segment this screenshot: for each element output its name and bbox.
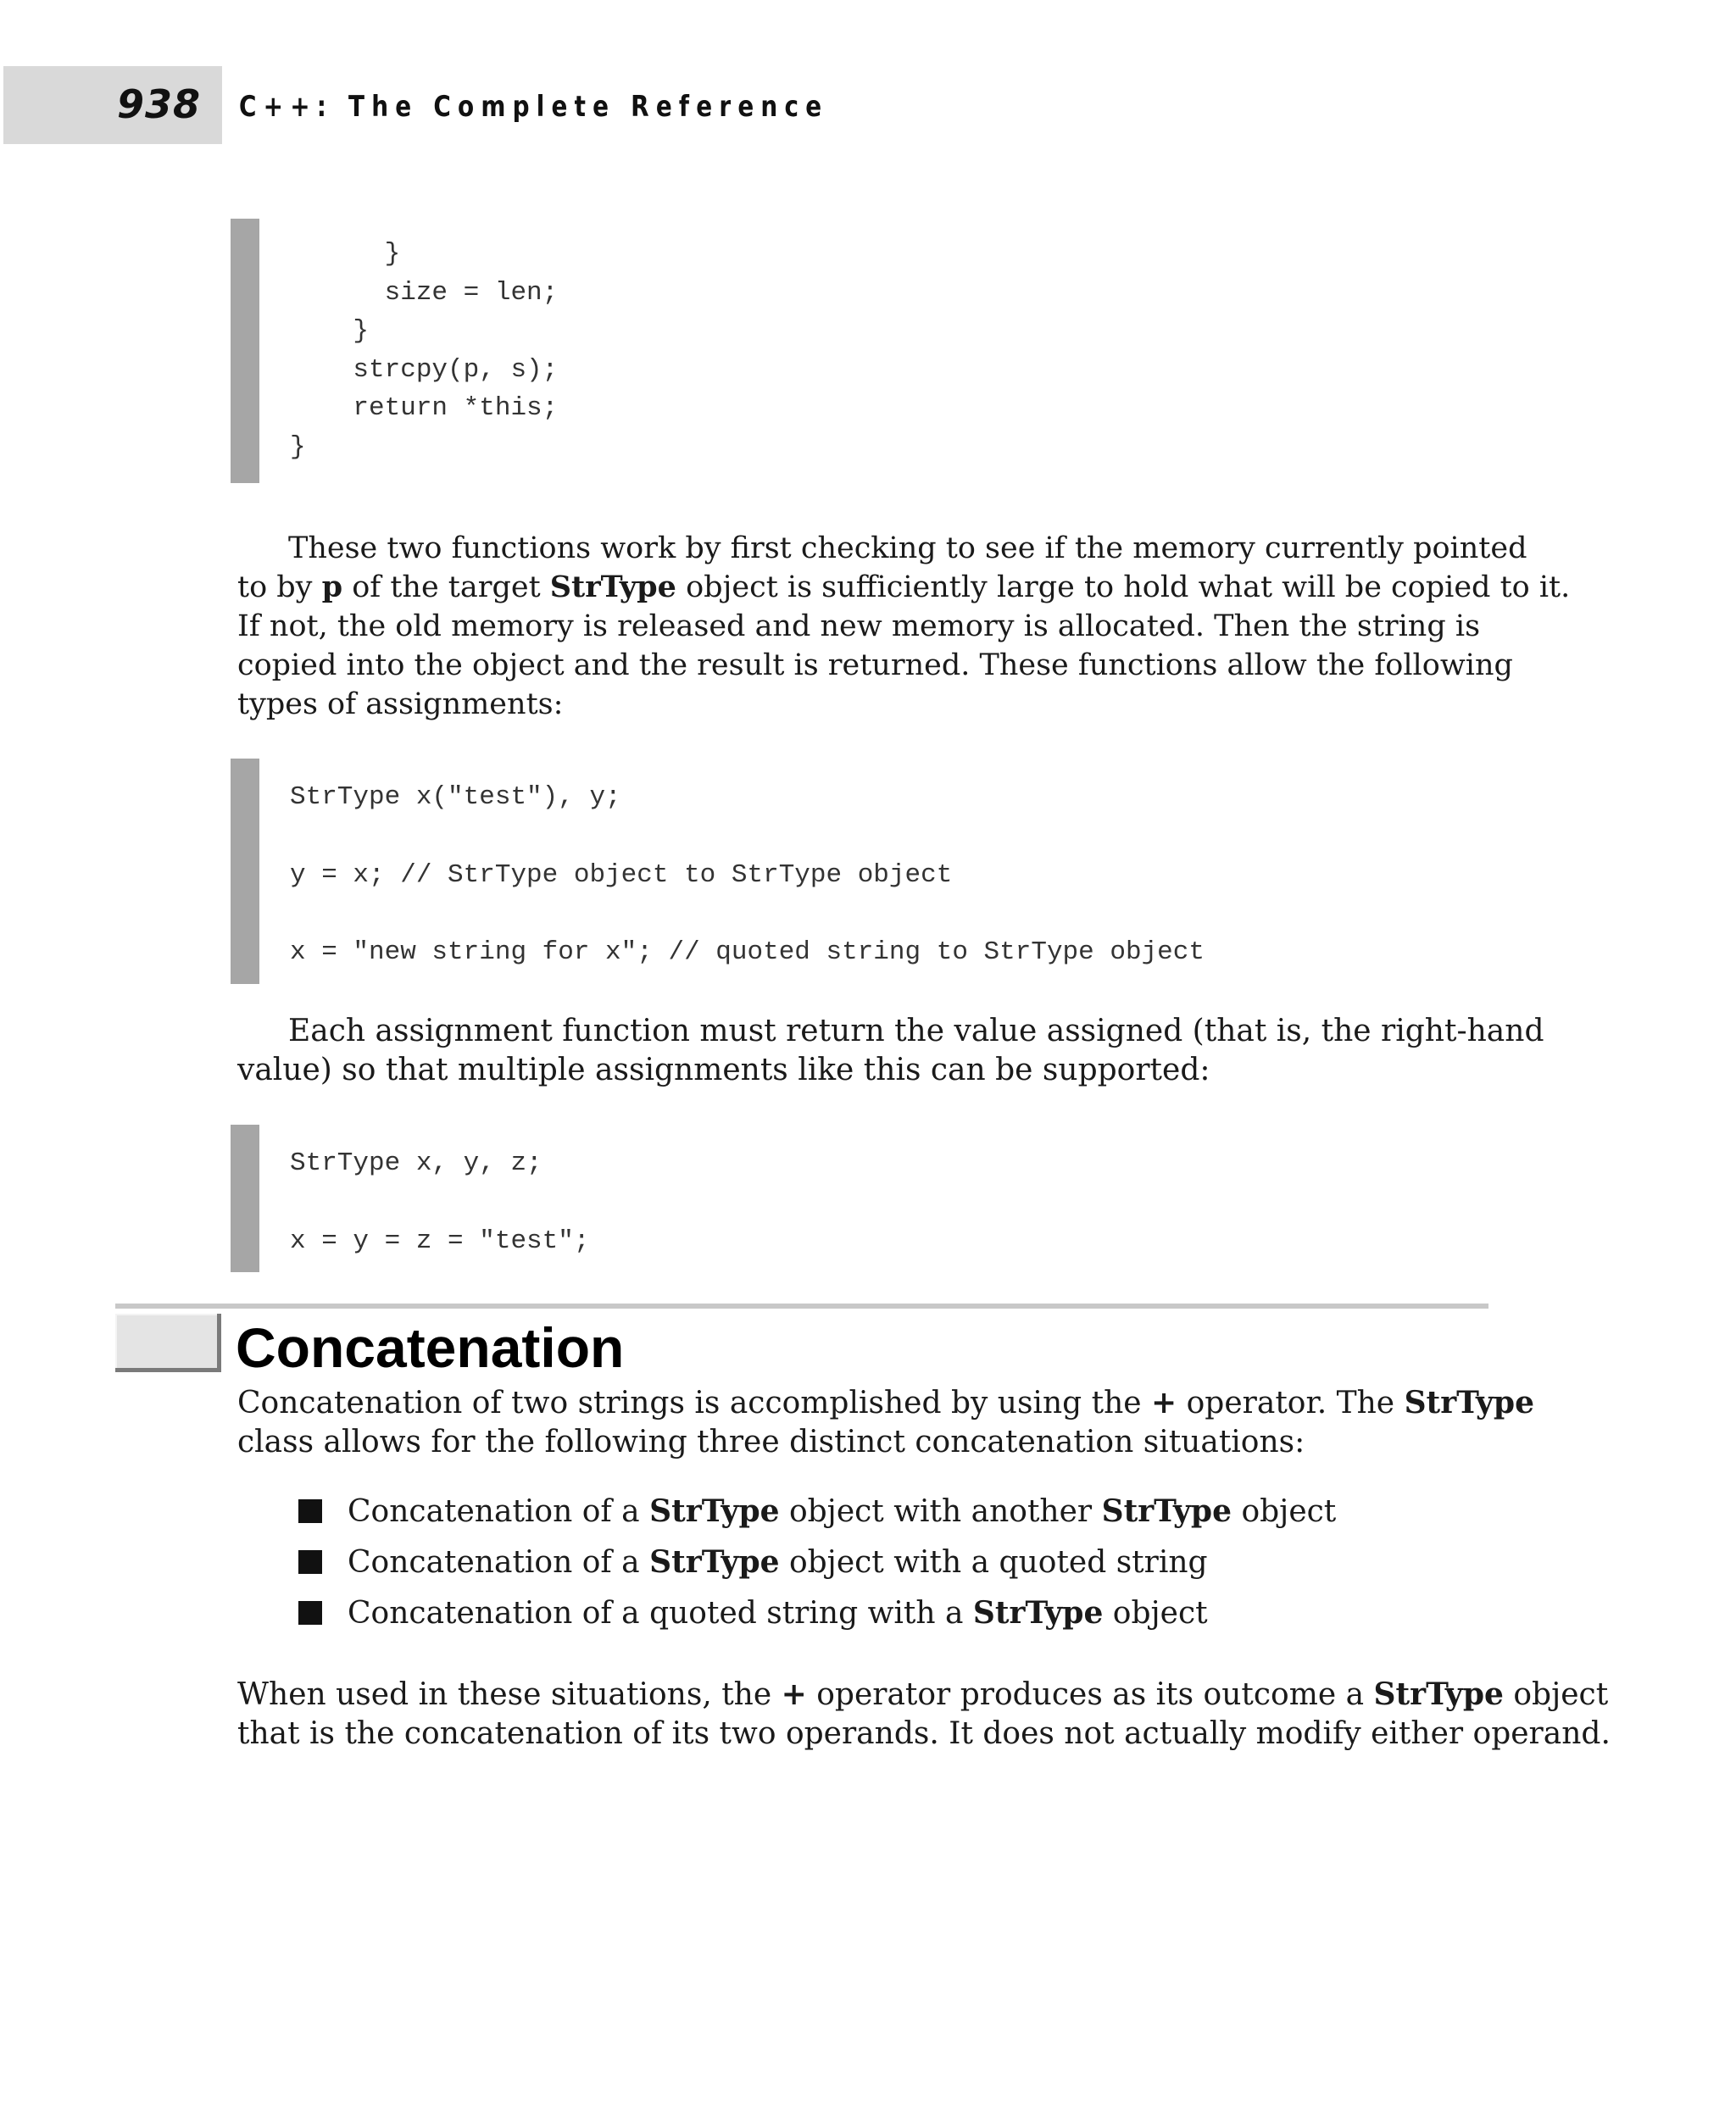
- text-run: Concatenation of a: [348, 1494, 650, 1529]
- code-block-2-text: [259, 759, 1205, 992]
- paragraph-line: [237, 1675, 1609, 1715]
- bold-term: StrType: [649, 1493, 780, 1529]
- code-line: StrType x("test"), y;: [290, 782, 621, 812]
- text-run: object: [1503, 1677, 1609, 1712]
- bold-term: StrType: [649, 1544, 780, 1580]
- text-run: Concatenation of a quoted string with a: [348, 1596, 973, 1631]
- paragraph-line: Each assignment function must return the value assigned (that is, the right-hand: [288, 1014, 1544, 1048]
- code-block-2: [231, 759, 1205, 984]
- bullet-list: [298, 1486, 1336, 1638]
- code-block-3: [231, 1125, 589, 1272]
- section-title: Concatenation: [236, 1316, 625, 1379]
- square-bullet-icon: [298, 1550, 322, 1574]
- text-run: to by: [237, 570, 322, 604]
- code-line: x = y = z = "test";: [290, 1226, 590, 1256]
- paragraph-line: copied into the object and the result is returned. These functions allow the following: [237, 648, 1513, 682]
- paragraph-line: class allows for the following three distinct concatenation situations:: [237, 1425, 1305, 1459]
- code-line: size = len;: [290, 277, 559, 308]
- code-line: }: [290, 431, 306, 462]
- paragraph-line: [237, 568, 1571, 607]
- section-marker: [115, 1314, 221, 1372]
- list-item: [298, 1486, 1336, 1537]
- text-run: operator produces as its outcome a: [806, 1677, 1374, 1712]
- bold-term: +: [781, 1676, 807, 1712]
- text-run: object is sufficiently large to hold what will be copied to it.: [676, 570, 1571, 604]
- text-run: of the target: [342, 570, 550, 604]
- code-line: x = "new string for x"; // quoted string to StrType object: [290, 937, 1205, 967]
- bold-term: StrType: [549, 570, 676, 604]
- paragraph-1: [237, 529, 1571, 724]
- text-run: object: [1103, 1596, 1208, 1631]
- code-line: }: [290, 239, 401, 269]
- text-run: object with a quoted string: [779, 1545, 1208, 1580]
- code-line: }: [290, 316, 370, 347]
- text-run: object with another: [779, 1494, 1102, 1529]
- code-line: strcpy(p, s);: [290, 354, 559, 385]
- section-rule: [115, 1304, 1488, 1309]
- paragraph-line: types of assignments:: [237, 687, 564, 721]
- bold-term: +: [1151, 1385, 1177, 1420]
- text-run: Concatenation of two strings is accomplished by using the: [237, 1386, 1152, 1420]
- text-run: Concatenation of a: [348, 1545, 650, 1580]
- code-line: return *this;: [290, 393, 559, 424]
- paragraph-3: [237, 1383, 1534, 1462]
- code-block-1-text: [259, 219, 558, 467]
- text-run: object: [1232, 1494, 1337, 1529]
- paragraph-line: value) so that multiple assignments like this can be supported:: [237, 1053, 1210, 1087]
- code-line: y = x; // StrType object to StrType object: [290, 859, 953, 890]
- square-bullet-icon: [298, 1601, 322, 1625]
- paragraph-line: If not, the old memory is released and new memory is allocated. Then the string is: [237, 609, 1481, 643]
- paragraph-4: [237, 1675, 1611, 1754]
- running-title: C++: The Complete Reference: [239, 90, 829, 124]
- bold-term: StrType: [1373, 1676, 1504, 1712]
- paragraph-line: These two functions work by first checking to see if the memory currently pointed: [288, 531, 1527, 565]
- bold-term: p: [321, 570, 343, 604]
- text-run: operator. The: [1177, 1386, 1405, 1420]
- square-bullet-icon: [298, 1499, 322, 1523]
- code-block-1: [231, 219, 558, 483]
- code-line: StrType x, y, z;: [290, 1148, 542, 1178]
- paragraph-2: [237, 1012, 1544, 1090]
- bold-term: StrType: [1101, 1493, 1232, 1529]
- page-number: 938: [117, 81, 202, 127]
- bold-term: StrType: [1404, 1385, 1534, 1420]
- paragraph-line: [237, 1383, 1534, 1423]
- list-item: [298, 1587, 1336, 1638]
- list-item: [298, 1537, 1336, 1587]
- paragraph-line: that is the concatenation of its two operands. It does not actually modify either operand.: [237, 1716, 1611, 1751]
- bold-term: StrType: [972, 1595, 1104, 1631]
- text-run: When used in these situations, the: [237, 1677, 782, 1712]
- code-block-3-text: [259, 1125, 589, 1280]
